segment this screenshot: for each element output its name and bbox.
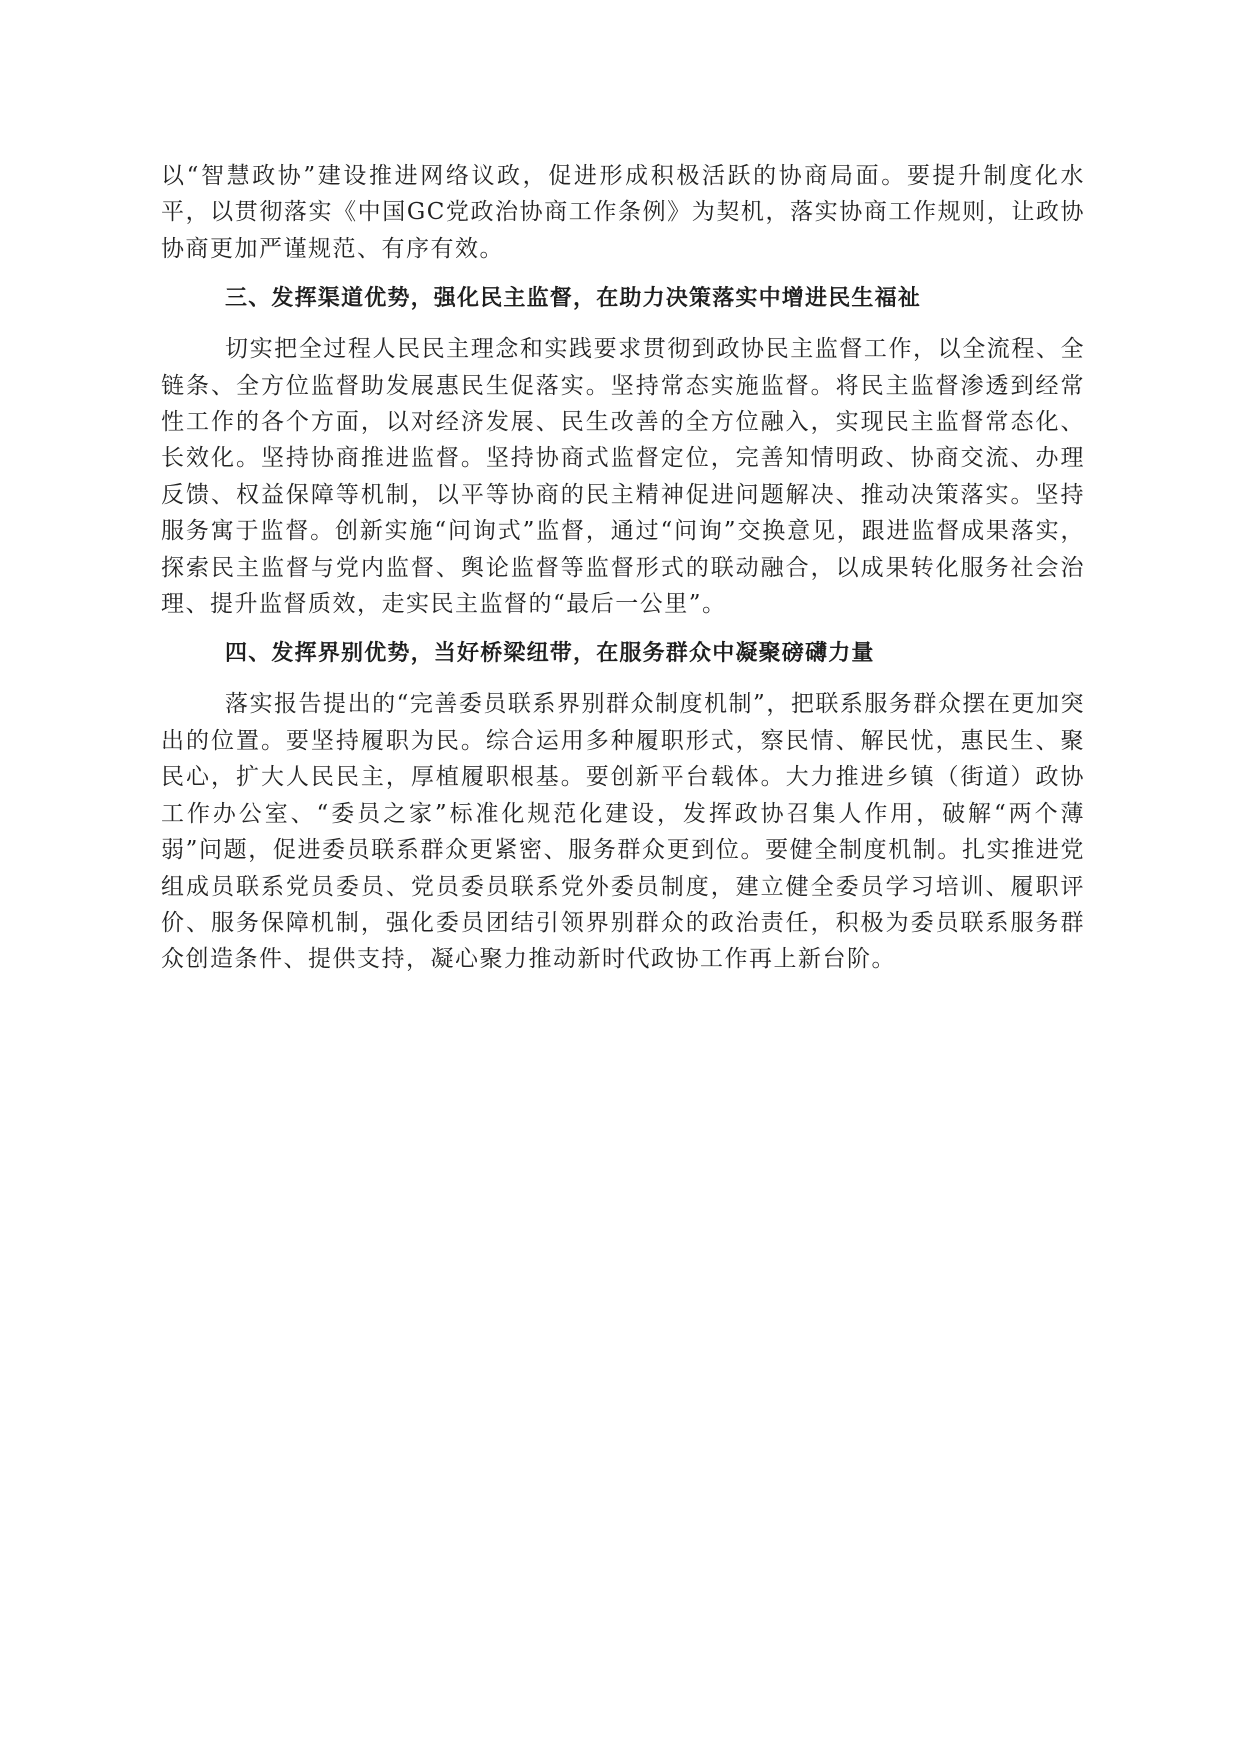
spacer (161, 672, 1085, 686)
spacer (161, 317, 1085, 331)
document-body (161, 158, 1085, 978)
paragraph-intro-continuation: 以“智慧政协”建设推进网络议政，促进形成积极活跃的协商局面。要提升制度化水平，以贯彻落实《中国GC党政治协商工作条例》为契机，落实协商工作规则，让政协协商更加严谨规范、有序有效。 (161, 163, 1085, 262)
spacer (161, 267, 1085, 281)
paragraph-section-3-body: 切实把全过程人民民主理念和实践要求贯彻到政协民主监督工作，以全流程、全链条、全方位监督助发展惠民生促落实。坚持常态实施监督。将民主监督渗透到经常性工作的各个方面，以对经济发展、民生改善的全方位融入，实现民主监督常态化、长效化。坚持协商推进监督。坚持协商式监督定位，完善知情明政、协商交流、办理反馈、权益保障等机制，以平等协商的民主精神促进问题解决、推动决策落实。坚持服务寓于监督。创新实施“问询式”监督，通过“问询”交换意见，跟进监督成果落实，探索民主监督与党内监督、舆论监督等监督形式的联动融合，以成果转化服务社会治理、提升监督质效，走实民主监督的“最后一公里”。 (161, 336, 1085, 618)
section-heading-4: 四、发挥界别优势，当好桥梁纽带，在服务群众中凝聚磅礴力量 (225, 641, 875, 667)
paragraph-section-4-body: 落实报告提出的“完善委员联系界别群众制度机制”，把联系服务群众摆在更加突出的位置。要坚持履职为民。综合运用多种履职形式，察民情、解民忧，惠民生、聚民心，扩大人民民主，厚植履职根基。要创新平台载体。大力推进乡镇（街道）政协工作办公室、“委员之家”标准化规范化建设，发挥政协召集人作用，破解“两个薄弱”问题，促进委员联系群众更紧密、服务群众更到位。要健全制度机制。扎实推进党组成员联系党员委员、党员委员联系党外委员制度，建立健全委员学习培训、履职评价、服务保障机制，强化委员团结引领界别群众的政治责任，积极为委员联系服务群众创造条件、提供支持，凝心聚力推动新时代政协工作再上新台阶。 (161, 691, 1085, 973)
spacer (161, 622, 1085, 636)
section-heading-3: 三、发挥渠道优势，强化民主监督，在助力决策落实中增进民生福祉 (225, 286, 922, 312)
